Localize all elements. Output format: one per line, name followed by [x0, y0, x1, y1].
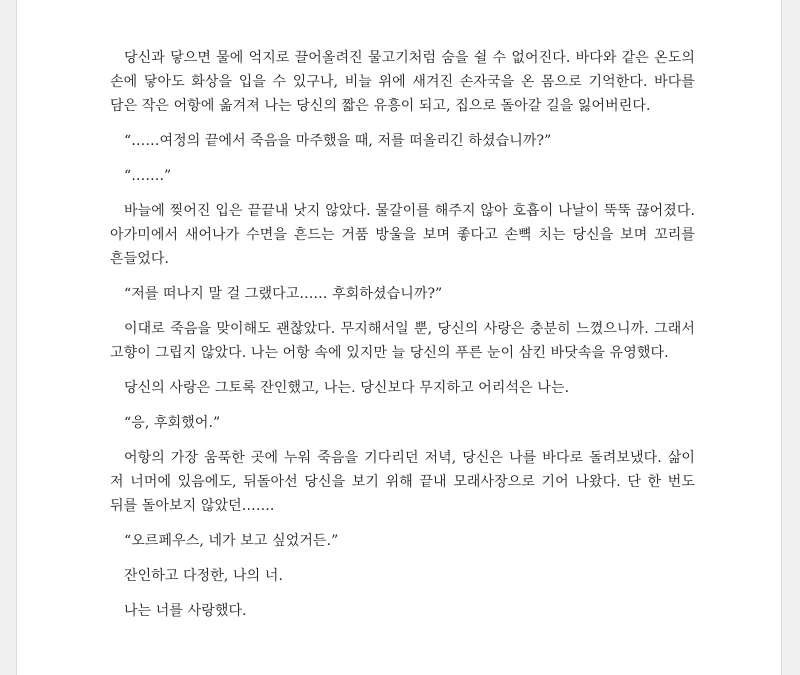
paragraph: 잔인하고 다정한, 나의 너.	[124, 568, 283, 584]
paragraph: 당신의 사랑은 그토록 잔인했고, 나는. 당신보다 무지하고 어리석은 나는.	[124, 380, 570, 396]
paragraph: 나는 너를 사랑했다.	[124, 603, 247, 619]
document-body	[110, 46, 695, 634]
paragraph: 어항의 가장 움푹한 곳에 누워 죽음을 기다리던 저녁, 당신은 나를 바다로 돌려보냈다. 삶이 저 너머에 있음에도, 뒤돌아선 당신을 보기 위해 끝내 모래사장으로 기어 나왔다. 단 한 번도 뒤를 돌아보지 않았던…….	[110, 450, 695, 514]
paragraph: 당신과 닿으면 물에 억지로 끌어올려진 물고기처럼 숨을 쉴 수 없어진다. 바다와 같은 온도의 손에 닿아도 화상을 입을 수 있구나, 비늘 위에 새겨진 손자국을 온 몸으로 기억한다. 바다를 담은 작은 어항에 옮겨져 나는 당신의 짧은 유흥이 되고, 집으로 돌아갈 길을 잃어버린다.	[110, 50, 695, 114]
paragraph: 이대로 죽음을 맞이해도 괜찮았다. 무지해서일 뿐, 당신의 사랑은 충분히 느꼈으니까. 그래서 고향이 그립지 않았다. 나는 어항 속에 있지만 늘 당신의 푸른 눈이 삼킨 바닷속을 유영했다.	[110, 321, 695, 361]
paragraph: 바늘에 찢어진 입은 끝끝내 낫지 않았다. 물갈이를 해주지 않아 호흡이 나날이 뚝뚝 끊어졌다. 아가미에서 새어나가 수면을 흔드는 거품 방울을 보며 좋다고 손뼉 치는 당신을 보며 꼬리를 흔들었다.	[110, 203, 695, 267]
document-page	[16, 0, 782, 675]
paragraph: “……여정의 끝에서 죽음을 마주했을 때, 저를 떠올리긴 하셨습니까?”	[124, 133, 552, 149]
paragraph: “응, 후회했어.”	[124, 415, 221, 431]
paragraph: “오르페우스, 네가 보고 싶었거든.”	[124, 533, 339, 549]
paragraph: “…….”	[124, 168, 172, 184]
paragraph: “저를 떠나지 말 걸 그랬다고…… 후회하셨습니까?”	[124, 286, 443, 302]
